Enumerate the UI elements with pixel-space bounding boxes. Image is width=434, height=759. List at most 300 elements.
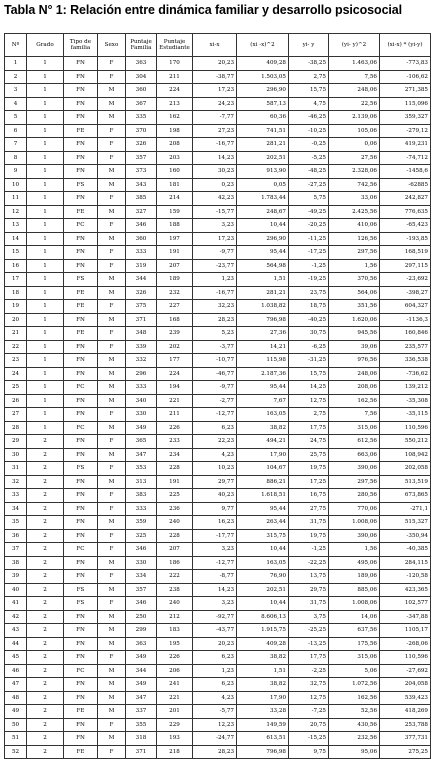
table-cell: 218 xyxy=(157,745,193,759)
table-cell: 162,56 xyxy=(329,394,380,408)
column-header: (xi-x) * (yi-y) xyxy=(380,34,431,57)
table-cell: 419,231 xyxy=(380,138,431,152)
table-cell: 25,75 xyxy=(289,448,329,462)
table-cell: 41 xyxy=(5,597,27,611)
column-header: Sexo xyxy=(98,34,126,57)
table-cell: 39 xyxy=(5,570,27,584)
table-cell: -27,692 xyxy=(380,664,431,678)
table-cell: 1 xyxy=(27,84,64,98)
table-row xyxy=(5,205,431,219)
table-cell: 1 xyxy=(27,219,64,233)
table-cell: 0,06 xyxy=(329,138,380,152)
table-cell: 1 xyxy=(27,124,64,138)
table-cell: M xyxy=(98,556,126,570)
table-cell: 1 xyxy=(27,138,64,152)
table-cell: -17,77 xyxy=(193,529,237,543)
table-cell: 31 xyxy=(5,462,27,476)
table-cell: 236 xyxy=(157,502,193,516)
table-cell: 188 xyxy=(157,219,193,233)
table-cell: 202,51 xyxy=(237,583,289,597)
table-cell: 24 xyxy=(5,367,27,381)
table-cell: -1,25 xyxy=(289,259,329,273)
table-cell: 214 xyxy=(157,192,193,206)
table-cell: 297,56 xyxy=(329,246,380,260)
table-cell: 2 xyxy=(27,502,64,516)
table-row xyxy=(5,394,431,408)
table-cell: 195 xyxy=(157,637,193,651)
table-cell: 1 xyxy=(27,354,64,368)
table-cell: 1 xyxy=(27,165,64,179)
table-cell: -13,25 xyxy=(289,637,329,651)
table-cell: 550,212 xyxy=(380,435,431,449)
table-cell: -7,77 xyxy=(193,111,237,125)
table-cell: F xyxy=(98,327,126,341)
table-row xyxy=(5,583,431,597)
table-cell: 76,90 xyxy=(237,570,289,584)
table-cell: 2 xyxy=(27,597,64,611)
table-cell: -350,94 xyxy=(380,529,431,543)
table-cell: 110,596 xyxy=(380,651,431,665)
table-cell: 28,23 xyxy=(193,313,237,327)
table-cell: F xyxy=(98,489,126,503)
table-cell: FS xyxy=(64,462,98,476)
table-cell: 6,23 xyxy=(193,678,237,692)
table-cell: M xyxy=(98,232,126,246)
table-number: Tabla N° 1: xyxy=(4,3,67,17)
table-cell: 27,23 xyxy=(193,124,237,138)
table-cell: -3,77 xyxy=(193,340,237,354)
table-cell: 363 xyxy=(126,637,157,651)
table-caption: Relación entre dinámica familiar y desarrollo psicosocial xyxy=(66,3,403,17)
table-cell: 1.038,82 xyxy=(237,300,289,314)
table-cell: 2 xyxy=(27,475,64,489)
table-row xyxy=(5,84,431,98)
table-cell: 1 xyxy=(27,327,64,341)
table-cell: FN xyxy=(64,529,98,543)
table-cell: FN xyxy=(64,367,98,381)
table-cell: M xyxy=(98,273,126,287)
table-cell: 232,56 xyxy=(329,732,380,746)
table-cell: FC xyxy=(64,543,98,557)
table-cell: 373 xyxy=(126,165,157,179)
table-cell: FN xyxy=(64,192,98,206)
table-cell: -106,62 xyxy=(380,70,431,84)
table-cell: 2.187,36 xyxy=(237,367,289,381)
table-cell: 4,75 xyxy=(289,97,329,111)
table-cell: FN xyxy=(64,570,98,584)
table-cell: FN xyxy=(64,651,98,665)
table-cell: 3 xyxy=(5,84,27,98)
table-cell: -48,25 xyxy=(289,165,329,179)
table-cell: 228 xyxy=(157,529,193,543)
table-cell: M xyxy=(98,678,126,692)
table-cell: 430,56 xyxy=(329,718,380,732)
table-cell: F xyxy=(98,597,126,611)
table-cell: 326 xyxy=(126,138,157,152)
table-cell: 19,75 xyxy=(289,462,329,476)
table-cell: 38,82 xyxy=(237,678,289,692)
table-cell: -40,385 xyxy=(380,543,431,557)
table-cell: 168,519 xyxy=(380,246,431,260)
table-cell: 1 xyxy=(27,381,64,395)
column-header: yi- y xyxy=(289,34,329,57)
table-cell: 318 xyxy=(126,732,157,746)
table-cell: 1 xyxy=(27,313,64,327)
table-cell: 241 xyxy=(157,678,193,692)
table-cell: 297,115 xyxy=(380,259,431,273)
table-cell: 202,058 xyxy=(380,462,431,476)
table-cell: 20,75 xyxy=(289,718,329,732)
table-cell: FN xyxy=(64,408,98,422)
table-cell: 913,90 xyxy=(237,165,289,179)
table-cell: 359,327 xyxy=(380,111,431,125)
table-cell: 240 xyxy=(157,516,193,530)
table-row xyxy=(5,273,431,287)
table-cell: 50 xyxy=(5,718,27,732)
table-row xyxy=(5,259,431,273)
table-cell: M xyxy=(98,394,126,408)
table-cell: FN xyxy=(64,624,98,638)
table-cell: 33,06 xyxy=(329,192,380,206)
table-cell: 332 xyxy=(126,354,157,368)
table-cell: 346 xyxy=(126,543,157,557)
table-cell: 183 xyxy=(157,624,193,638)
table-row xyxy=(5,705,431,719)
table-cell: 1,56 xyxy=(329,259,380,273)
table-cell: 976,56 xyxy=(329,354,380,368)
table-cell: -268,06 xyxy=(380,637,431,651)
table-cell: 48 xyxy=(5,691,27,705)
table-cell: -15,77 xyxy=(193,205,237,219)
table-cell: 375 xyxy=(126,300,157,314)
table-row xyxy=(5,151,431,165)
table-cell: 9,77 xyxy=(193,502,237,516)
table-cell: -23,77 xyxy=(193,259,237,273)
table-cell: 162,56 xyxy=(329,691,380,705)
table-cell: 175,56 xyxy=(329,637,380,651)
table-cell: 3,75 xyxy=(289,610,329,624)
table-cell: 296,90 xyxy=(237,232,289,246)
table-cell: -38,25 xyxy=(289,57,329,71)
table-cell: 1 xyxy=(27,205,64,219)
table-cell: 22 xyxy=(5,340,27,354)
table-cell: 280,56 xyxy=(329,489,380,503)
table-cell: FN xyxy=(64,246,98,260)
table-cell: F xyxy=(98,138,126,152)
table-cell: 235,577 xyxy=(380,340,431,354)
table-cell: 15,75 xyxy=(289,367,329,381)
table-cell: 110,596 xyxy=(380,421,431,435)
table-cell: 1.463,06 xyxy=(329,57,380,71)
table-cell: -43,77 xyxy=(193,624,237,638)
table-cell: 359 xyxy=(126,516,157,530)
table-cell: 191 xyxy=(157,246,193,260)
table-cell: 346 xyxy=(126,219,157,233)
table-cell: 8.606,13 xyxy=(237,610,289,624)
table-cell: F xyxy=(98,151,126,165)
table-cell: 248,67 xyxy=(237,205,289,219)
table-row xyxy=(5,138,431,152)
table-cell: 0,23 xyxy=(193,178,237,192)
table-cell: F xyxy=(98,435,126,449)
table-cell: 263,44 xyxy=(237,516,289,530)
table-cell: -8,77 xyxy=(193,570,237,584)
table-cell: 2 xyxy=(27,516,64,530)
table-row xyxy=(5,246,431,260)
table-cell: M xyxy=(98,367,126,381)
table-row xyxy=(5,718,431,732)
table-cell: M xyxy=(98,205,126,219)
table-cell: 742,56 xyxy=(329,178,380,192)
table-cell: 339 xyxy=(126,340,157,354)
table-cell: 44 xyxy=(5,637,27,651)
table-row xyxy=(5,462,431,476)
table-cell: -5,25 xyxy=(289,151,329,165)
table-cell: 355 xyxy=(126,718,157,732)
table-cell: 271,385 xyxy=(380,84,431,98)
table-cell: FN xyxy=(64,232,98,246)
table-cell: 13 xyxy=(5,219,27,233)
table-cell: FS xyxy=(64,178,98,192)
table-cell: 3,23 xyxy=(193,543,237,557)
table-cell: 115,096 xyxy=(380,97,431,111)
table-cell: 29,75 xyxy=(289,583,329,597)
table-cell: FN xyxy=(64,340,98,354)
table-cell: 30 xyxy=(5,448,27,462)
table-cell: -16,77 xyxy=(193,286,237,300)
table-cell: 14,23 xyxy=(193,151,237,165)
table-cell: 4,23 xyxy=(193,448,237,462)
table-cell: 95,44 xyxy=(237,381,289,395)
table-cell: -62885 xyxy=(380,178,431,192)
table-cell: 60,36 xyxy=(237,111,289,125)
table-cell: 29,77 xyxy=(193,475,237,489)
table-cell: 796,98 xyxy=(237,745,289,759)
table-row xyxy=(5,691,431,705)
table-cell: 102,577 xyxy=(380,597,431,611)
table-cell: 38 xyxy=(5,556,27,570)
table-cell: M xyxy=(98,354,126,368)
table-cell: 1 xyxy=(27,178,64,192)
table-cell: 770,06 xyxy=(329,502,380,516)
table-cell: 315,06 xyxy=(329,421,380,435)
table-cell: 248,06 xyxy=(329,367,380,381)
table-row xyxy=(5,286,431,300)
table-cell: FN xyxy=(64,313,98,327)
table-cell: 344 xyxy=(126,664,157,678)
table-cell: 612,56 xyxy=(329,435,380,449)
table-cell: 0,05 xyxy=(237,178,289,192)
table-cell: 23 xyxy=(5,354,27,368)
table-cell: -7,25 xyxy=(289,705,329,719)
table-cell: 370,56 xyxy=(329,273,380,287)
table-cell: 1 xyxy=(27,97,64,111)
table-cell: -2,77 xyxy=(193,394,237,408)
table-cell: -38,77 xyxy=(193,70,237,84)
table-cell: 2 xyxy=(5,70,27,84)
table-cell: 203 xyxy=(157,151,193,165)
table-cell: 1.783,44 xyxy=(237,192,289,206)
table-cell: -773,83 xyxy=(380,57,431,71)
table-cell: 30,75 xyxy=(289,327,329,341)
table-cell: 347 xyxy=(126,448,157,462)
table-cell: 423,365 xyxy=(380,583,431,597)
table-cell: 22,23 xyxy=(193,435,237,449)
table-cell: 52,56 xyxy=(329,705,380,719)
table-cell: 177 xyxy=(157,354,193,368)
table-cell: 10,44 xyxy=(237,597,289,611)
table-cell: F xyxy=(98,219,126,233)
table-cell: FN xyxy=(64,354,98,368)
table-cell: 330 xyxy=(126,556,157,570)
table-cell: 13,75 xyxy=(289,570,329,584)
table-cell: 126,56 xyxy=(329,232,380,246)
table-cell: FN xyxy=(64,151,98,165)
table-cell: 330 xyxy=(126,408,157,422)
table-row xyxy=(5,597,431,611)
table-cell: 1 xyxy=(27,246,64,260)
table-cell: 12,75 xyxy=(289,394,329,408)
table-cell: 1,51 xyxy=(237,273,289,287)
table-cell: FN xyxy=(64,691,98,705)
table-cell: 741,51 xyxy=(237,124,289,138)
table-cell: 16,75 xyxy=(289,489,329,503)
table-cell: 7,67 xyxy=(237,394,289,408)
table-cell: 365 xyxy=(126,435,157,449)
table-cell: M xyxy=(98,637,126,651)
table-cell: -92,77 xyxy=(193,610,237,624)
table-row xyxy=(5,556,431,570)
table-cell: 240 xyxy=(157,597,193,611)
table-cell: -279,12 xyxy=(380,124,431,138)
table-cell: 1 xyxy=(27,286,64,300)
table-cell: 2 xyxy=(27,705,64,719)
table-row xyxy=(5,300,431,314)
table-cell: 945,56 xyxy=(329,327,380,341)
table-cell: 2 xyxy=(27,610,64,624)
table-row xyxy=(5,165,431,179)
table-cell: 1 xyxy=(27,273,64,287)
table-cell: 211 xyxy=(157,408,193,422)
table-cell: 221 xyxy=(157,691,193,705)
table-cell: 6,23 xyxy=(193,651,237,665)
table-cell: 204,058 xyxy=(380,678,431,692)
table-cell: 315,75 xyxy=(237,529,289,543)
table-cell: 1 xyxy=(27,57,64,71)
table-cell: 2.425,56 xyxy=(329,205,380,219)
table-cell: 495,06 xyxy=(329,556,380,570)
table-cell: -40,25 xyxy=(289,313,329,327)
table-cell: 27,75 xyxy=(289,502,329,516)
table-cell: FN xyxy=(64,57,98,71)
table-cell: 326 xyxy=(126,286,157,300)
table-cell: 776,635 xyxy=(380,205,431,219)
table-cell: FN xyxy=(64,138,98,152)
table-cell: 15,75 xyxy=(289,84,329,98)
table-cell: 186 xyxy=(157,556,193,570)
table-cell: 20,23 xyxy=(193,637,237,651)
table-cell: 14,21 xyxy=(237,340,289,354)
table-cell: 2 xyxy=(27,448,64,462)
table-cell: 346 xyxy=(126,597,157,611)
table-cell: FN xyxy=(64,435,98,449)
table-row xyxy=(5,502,431,516)
table-cell: 2 xyxy=(27,637,64,651)
table-cell: 371 xyxy=(126,313,157,327)
table-cell: 51 xyxy=(5,732,27,746)
table-cell: 206 xyxy=(157,664,193,678)
table-cell: 28,23 xyxy=(193,745,237,759)
table-cell: 47 xyxy=(5,678,27,692)
column-header: Puntaje Familia xyxy=(126,34,157,57)
table-cell: 248,06 xyxy=(329,84,380,98)
table-cell: 49 xyxy=(5,705,27,719)
table-cell: FN xyxy=(64,165,98,179)
table-cell: 6,23 xyxy=(193,421,237,435)
table-cell: 7,56 xyxy=(329,70,380,84)
table-cell: 29 xyxy=(5,435,27,449)
table-cell: 1 xyxy=(27,408,64,422)
table-cell: 1.620,06 xyxy=(329,313,380,327)
table-cell: 181 xyxy=(157,178,193,192)
table-cell: 6 xyxy=(5,124,27,138)
table-cell: 14 xyxy=(5,232,27,246)
table-cell: 32 xyxy=(5,475,27,489)
table-cell: 1 xyxy=(27,111,64,125)
table-cell: 390,06 xyxy=(329,529,380,543)
table-cell: -10,77 xyxy=(193,354,237,368)
table-cell: 1 xyxy=(27,421,64,435)
table-cell: 2 xyxy=(27,543,64,557)
table-cell: 1 xyxy=(27,232,64,246)
table-cell: FN xyxy=(64,489,98,503)
table-cell: -49,25 xyxy=(289,205,329,219)
table-cell: 344 xyxy=(126,273,157,287)
table-cell: 8 xyxy=(5,151,27,165)
table-cell: -120,58 xyxy=(380,570,431,584)
table-cell: 1.618,51 xyxy=(237,489,289,503)
table-cell: F xyxy=(98,192,126,206)
table-cell: 5,06 xyxy=(329,664,380,678)
table-cell: -9,77 xyxy=(193,246,237,260)
table-cell: 409,28 xyxy=(237,637,289,651)
table-cell: 613,51 xyxy=(237,732,289,746)
table-cell: 604,327 xyxy=(380,300,431,314)
table-cell: 7 xyxy=(5,138,27,152)
table-cell: 2.139,06 xyxy=(329,111,380,125)
table-row xyxy=(5,570,431,584)
table-cell: 2 xyxy=(27,570,64,584)
table-cell: -24,77 xyxy=(193,732,237,746)
table-cell: -10,25 xyxy=(289,124,329,138)
table-cell: -1136,3 xyxy=(380,313,431,327)
column-header: Grado xyxy=(27,34,64,57)
table-cell: 2 xyxy=(27,732,64,746)
table-cell: -65,423 xyxy=(380,219,431,233)
table-cell: 191 xyxy=(157,475,193,489)
table-cell: 12 xyxy=(5,205,27,219)
table-cell: 357 xyxy=(126,151,157,165)
table-cell: 494,21 xyxy=(237,435,289,449)
table-cell: 673,865 xyxy=(380,489,431,503)
table-cell: 19 xyxy=(5,300,27,314)
table-cell: FC xyxy=(64,421,98,435)
table-cell: -9,77 xyxy=(193,381,237,395)
table-row xyxy=(5,543,431,557)
table-cell: 34 xyxy=(5,502,27,516)
table-cell: 2,75 xyxy=(289,408,329,422)
table-cell: 337 xyxy=(126,705,157,719)
